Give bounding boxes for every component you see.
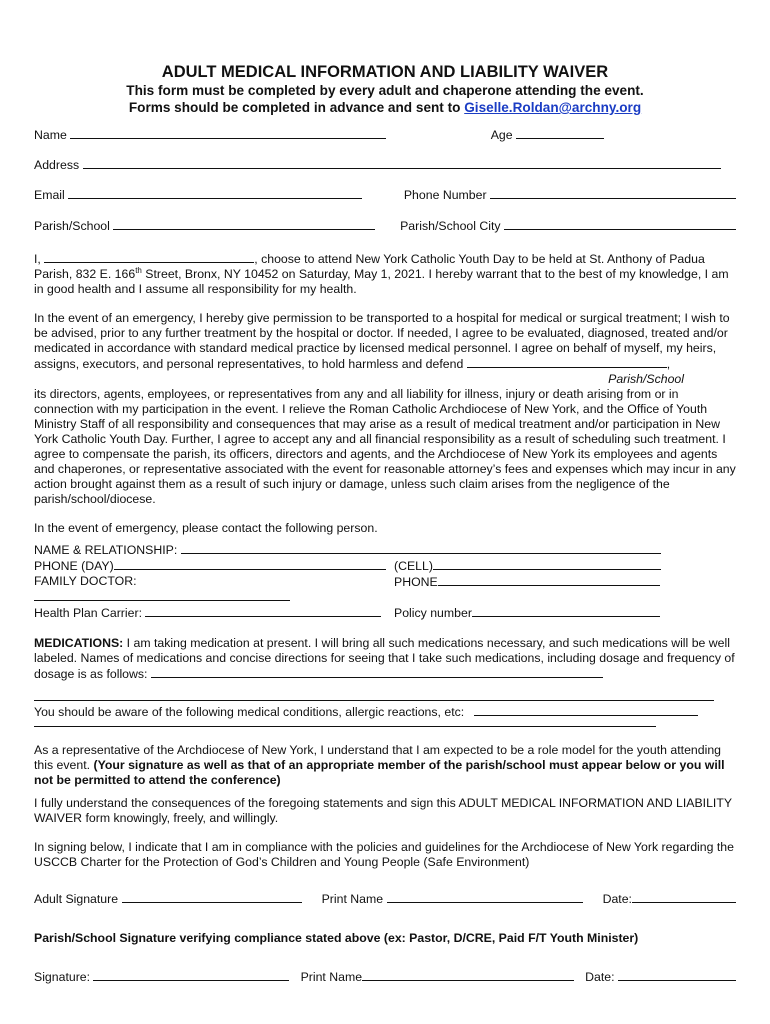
- parish-school-city-label: Parish/School City: [400, 219, 501, 233]
- emergency-paragraph-2: its directors, agents, employees, or representatives from any and all liability for illness, injury or death arising from or in connection with my participation in the event. I relieve the Roman Catholic Archdiocese of New York, and the Office of Youth Ministry Staff of all responsibility and consequences that may arise as a result of medical treatment and/or participation in New York Catholic Youth Day. Further, I agree to accept any and all financial responsibility as a result of scheduling such treatment. I agree to compensate the parish, its officers, directors and agents, and the Archdiocese of New York its employees and agents and chaperones, or representative associated with the event for reasonable attorney’s fees and expenses which may incur in any action brought against them as a result of such injury or damage, unless such claim arises from the negligence of the parish/school/diocese.: [34, 387, 736, 506]
- name-field[interactable]: [34, 127, 386, 143]
- defend-parish-blank[interactable]: [467, 356, 667, 368]
- age-label: Age: [490, 128, 513, 142]
- conditions-paragraph: [34, 704, 736, 720]
- adult-signature-label: Adult Signature: [34, 892, 119, 906]
- subtitle-prefix: Forms should be completed in advance and sent to: [128, 100, 461, 115]
- conditions-blank-1[interactable]: [474, 704, 698, 716]
- email-field[interactable]: [34, 187, 362, 203]
- date-label: Date:: [602, 892, 632, 906]
- conditions-text: You should be aware of the following medical conditions, allergic reactions, etc:: [34, 705, 465, 719]
- health-plan-field[interactable]: [34, 605, 394, 621]
- parish-signature-label: Signature:: [34, 970, 91, 984]
- warrant-text-1: , choose to attend New York Catholic Youth Day to be held at St. Anthony of Padua Parish, 832 E. 166: [34, 252, 705, 281]
- form-title: ADULT MEDICAL INFORMATION AND LIABILITY WAIVER: [161, 63, 609, 81]
- parish-print-name-field[interactable]: [301, 969, 575, 985]
- phone-field[interactable]: [394, 574, 736, 605]
- medications-text: I am taking medication at present. I will bring all such medications necessary, and such medications will be well labeled. Names of medications and concise directions for seeing that I take such medications, including dosage and frequency of dosage is as follows:: [34, 636, 735, 681]
- parish-signature-field[interactable]: [34, 969, 289, 985]
- phone-label: PHONE: [394, 575, 438, 589]
- address-row: [34, 157, 736, 173]
- warrant-i: I,: [34, 252, 41, 266]
- address-field[interactable]: [34, 157, 721, 173]
- warrant-paragraph: [34, 251, 736, 297]
- name-age-row: [34, 127, 736, 143]
- conditions-blank-2[interactable]: [34, 726, 656, 727]
- emergency-paragraph-1: In the event of an emergency, I hereby give permission to be transported to a hospital for medical or surgical treatment; I wish to be advised, prior to any further treatment by the hospital or doctor. If needed, I agree to be evaluated, diagnosed, treated and/or medicated in accordance with standard medical practice by licensed medical personnel. I agree on behalf of myself, my heirs, assigns, executors, and personal representatives, to hold harmless and defend ,: [34, 311, 730, 371]
- family-doctor-label: FAMILY DOCTOR:: [34, 574, 137, 588]
- parish-date-label: Date:: [585, 970, 615, 984]
- ec-grid: [34, 558, 736, 621]
- warrant-sup: th: [135, 265, 142, 275]
- medications-blank-2[interactable]: [34, 700, 714, 701]
- address-label: Address: [34, 158, 80, 172]
- parish-row: [34, 218, 736, 234]
- print-name-label: Print Name: [321, 892, 384, 906]
- policy-number-label: Policy number: [394, 606, 472, 620]
- medications-blank-1[interactable]: [151, 666, 603, 678]
- health-plan-label: Health Plan Carrier:: [34, 606, 142, 620]
- parish-school-field[interactable]: [34, 218, 375, 234]
- policy-number-field[interactable]: [394, 605, 736, 621]
- email-phone-row: [34, 187, 736, 203]
- adult-signature-field[interactable]: [34, 891, 302, 907]
- name-relationship-label: NAME & RELATIONSHIP:: [34, 543, 178, 557]
- name-relationship-field[interactable]: [34, 542, 661, 558]
- cell-label: (CELL): [394, 559, 433, 573]
- parish-school-caption: Parish/School: [608, 372, 684, 386]
- phone-number-label: Phone Number: [403, 188, 487, 202]
- medications-paragraph: [34, 636, 736, 682]
- medications-label: MEDICATIONS:: [34, 636, 124, 650]
- waiver-form: [34, 62, 736, 985]
- understand-paragraph: I fully understand the consequences of the foregoing statements and sign this ADULT MEDICAL INFORMATION AND LIABILITY WAIVER form knowingly, freely, and willingly.: [34, 796, 732, 825]
- role-model-text: As a representative of the Archdiocese of New York, I understand that I am expected to be a role model for the youth attending this event.: [34, 743, 721, 772]
- name-label: Name: [34, 128, 67, 142]
- parish-print-name-label: Print Name: [300, 970, 363, 984]
- compliance-paragraph: In signing below, I indicate that I am in compliance with the policies and guidelines for the Archdiocese of New York regarding the USCCB Charter for the Protection of God’s Children and Young People (Safe Environment): [34, 840, 734, 869]
- parish-date-field[interactable]: [585, 969, 736, 985]
- emergency-text-1: In the event of an emergency, I hereby give permission to be transported to a hospital for medical or surgical treatment; I wish to be advised, prior to any further treatment by the hospital or doctor. If needed, I agree to be evaluated, diagnosed, treated and/or medicated in accordance with standard medical practice by licensed medical personnel. I agree on behalf of myself, my heirs, assigns, executors, and personal representatives, to hold harmless and defend: [34, 311, 730, 371]
- attendee-name-blank[interactable]: [44, 251, 254, 263]
- form-subtitle-line1: This form must be completed by every adult and chaperone attending the event.: [126, 83, 644, 98]
- contact-intro: In the event of emergency, please contact the following person.: [34, 521, 378, 535]
- date-field[interactable]: [603, 891, 736, 907]
- name-relationship-row: [34, 542, 736, 558]
- conditions-blank-line: [34, 726, 736, 727]
- family-doctor-field[interactable]: [34, 574, 394, 605]
- role-model-paragraph: [34, 743, 736, 788]
- emergency-contact-block: [34, 542, 736, 621]
- parish-school-city-field[interactable]: [400, 218, 736, 234]
- parish-signature-row: [34, 969, 736, 985]
- warrant-text-2: Street, Bronx, NY 10452 on Saturday, May 1, 2021. I hereby warrant that to the best of my knowledge, I am in good health and I assume all responsibility for my health.: [34, 267, 729, 296]
- contact-email-link[interactable]: Giselle.Roldan@archny.org: [464, 100, 642, 115]
- email-label: Email: [34, 188, 65, 202]
- phone-day-field[interactable]: [34, 558, 394, 574]
- cell-field[interactable]: [394, 558, 736, 574]
- print-name-field[interactable]: [322, 891, 583, 907]
- phone-day-label: PHONE (DAY): [34, 559, 114, 573]
- phone-number-field[interactable]: [404, 187, 736, 203]
- medications-blank-line: [34, 700, 736, 701]
- adult-signature-row: [34, 891, 736, 907]
- age-field[interactable]: [491, 127, 604, 143]
- form-subtitle-line2: [34, 99, 736, 116]
- parish-signature-heading: Parish/School Signature verifying compliance stated above (ex: Pastor, D/CRE, Paid F/T Youth Minister): [34, 931, 639, 945]
- role-model-bold: (Your signature as well as that of an appropriate member of the parish/school must appear below or you will not be permitted to attend the conference): [34, 758, 725, 787]
- parish-school-label: Parish/School: [34, 219, 110, 233]
